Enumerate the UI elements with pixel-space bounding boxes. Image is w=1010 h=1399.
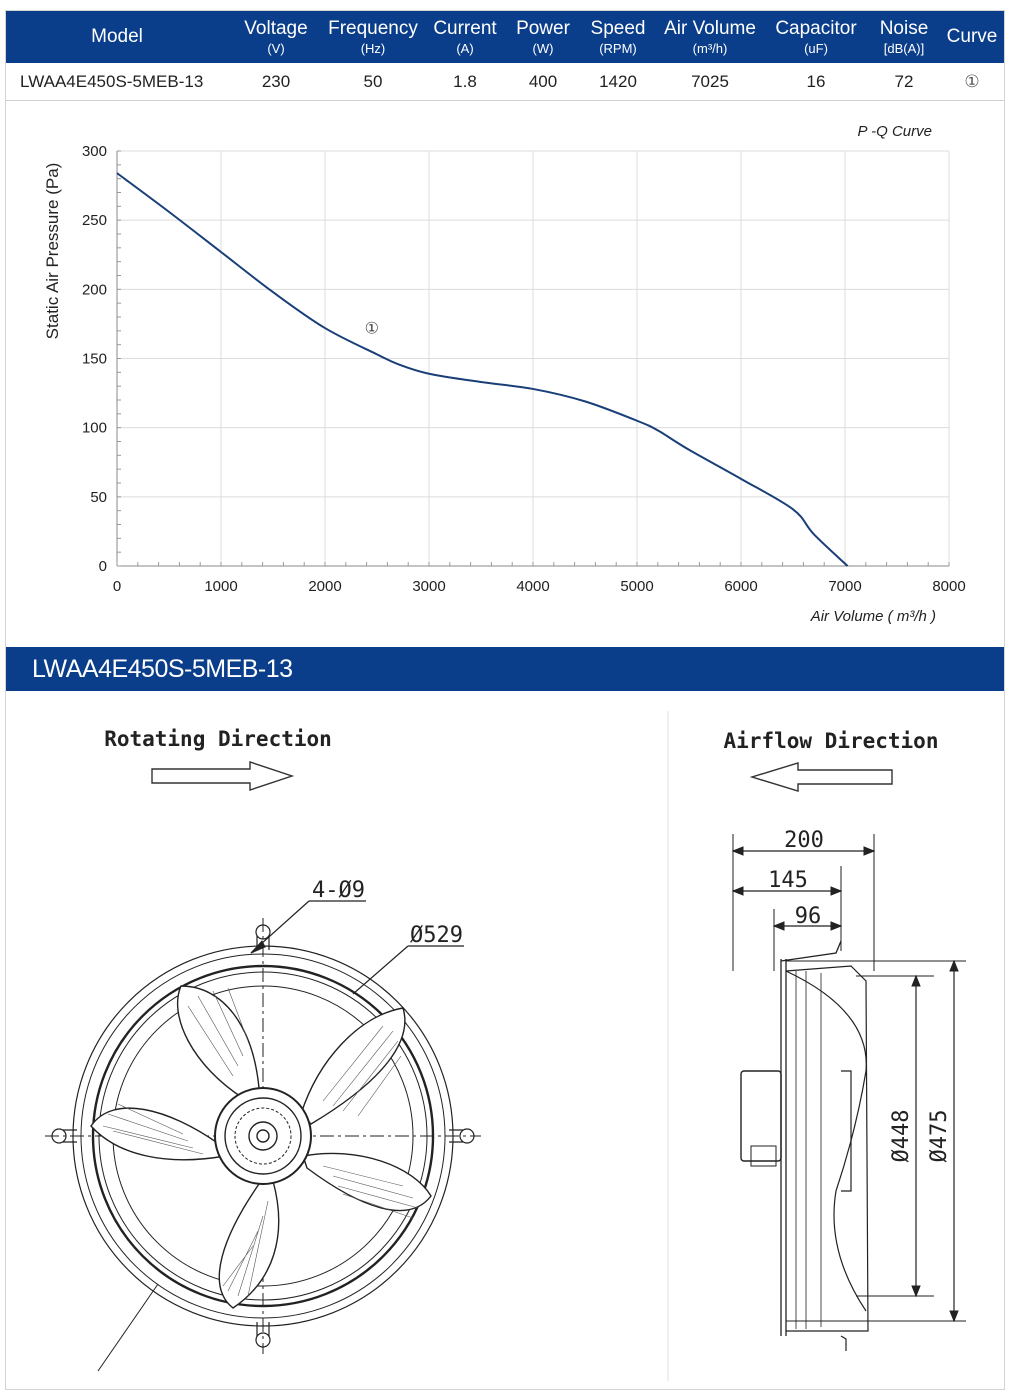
cell-current: 1.8 (453, 72, 477, 91)
x-tick-label: 8000 (932, 578, 966, 595)
x-axis-label: Air Volume ( m³/h ) (810, 608, 936, 625)
dim-200: 200 (784, 828, 824, 853)
header-voltage (228, 11, 324, 63)
technical-drawing (6, 691, 1005, 1390)
cell-power: 400 (528, 72, 558, 91)
outer-diameter-dimension: Ø529 (410, 923, 463, 948)
header-model-label: Model (91, 26, 143, 47)
spec-table-header (6, 11, 1005, 63)
y-tick-labels (82, 143, 107, 575)
chart-grid (117, 151, 949, 566)
header-air-volume (658, 11, 762, 63)
dim-475: Ø475 (927, 1109, 952, 1163)
header-current-unit: (A) (456, 40, 474, 56)
y-tick-label: 150 (81, 350, 107, 368)
y-tick-label: 200 (81, 281, 107, 299)
header-capacitor-unit: (uF) (804, 40, 828, 56)
spec-table-row (6, 63, 1005, 101)
airflow-arrow-icon (752, 763, 892, 791)
header-frequency-label: Frequency (328, 17, 418, 39)
header-voltage-label: Voltage (244, 17, 308, 39)
header-model (6, 11, 228, 63)
header-speed-label: Speed (590, 17, 646, 39)
y-axis-label: Static Air Pressure (Pa) (43, 162, 62, 340)
header-speed-unit: (RPM) (599, 40, 637, 56)
cell-frequency: 50 (363, 72, 383, 91)
header-power-unit: (W) (532, 40, 554, 56)
header-noise (870, 11, 938, 63)
x-tick-label: 5000 (620, 578, 654, 595)
x-tick-label: 3000 (412, 578, 446, 595)
curve-marker-label: ① (364, 320, 379, 338)
series-line (117, 173, 848, 566)
fan-side-view (733, 834, 966, 1351)
chart-title: P -Q Curve (857, 123, 932, 140)
cell-curve: ① (964, 72, 980, 91)
holes-dimension: 4-Ø9 (312, 878, 365, 903)
header-curve-label: Curve (946, 26, 998, 47)
y-tick-label: 0 (98, 558, 107, 575)
airflow-direction-label: Airflow Direction (723, 729, 939, 753)
fan-front-view (45, 918, 481, 1371)
header-air-volume-unit: (m³/h) (692, 40, 728, 56)
y-tick-label: 250 (81, 212, 107, 230)
cell-noise: 72 (894, 72, 914, 91)
pq-chart (6, 101, 1005, 641)
header-speed (578, 11, 658, 63)
datasheet (5, 10, 1005, 1390)
header-capacitor-label: Capacitor (775, 17, 857, 39)
dim-448: Ø448 (889, 1109, 914, 1163)
y-tick-label: 300 (81, 143, 107, 160)
model-section-bar: LWAA4E450S-5MEB-13 (6, 647, 1005, 691)
x-tick-label: 2000 (308, 578, 342, 595)
header-capacitor (762, 11, 870, 63)
rotating-arrow-icon (152, 762, 292, 790)
x-tick-label: 6000 (724, 578, 758, 595)
dim-145: 145 (768, 868, 808, 893)
x-tick-label: 7000 (828, 578, 862, 595)
cell-air-volume: 7025 (691, 72, 729, 91)
header-current (422, 11, 508, 63)
header-air-volume-label: Air Volume (664, 17, 756, 39)
header-noise-label: Noise (879, 17, 929, 39)
diameter-callout (353, 946, 464, 994)
header-current-label: Current (433, 17, 497, 39)
header-power-label: Power (516, 17, 570, 39)
x-tick-label: 1000 (204, 578, 238, 595)
rotating-direction-label: Rotating Direction (104, 727, 332, 751)
header-voltage-unit: (V) (267, 40, 285, 56)
header-frequency-unit: (Hz) (360, 40, 386, 56)
header-power (508, 11, 578, 63)
cell-voltage: 230 (261, 72, 291, 91)
cell-model: LWAA4E450S-5MEB-13 (20, 72, 204, 91)
y-tick-label: 50 (90, 488, 107, 506)
x-tick-labels (113, 578, 966, 595)
cell-capacitor: 16 (806, 72, 826, 91)
header-curve (938, 11, 1005, 63)
x-tick-label: 4000 (516, 578, 550, 595)
dim-96: 96 (794, 904, 822, 929)
header-noise-unit: [dB(A)] (883, 40, 925, 56)
x-tick-label: 0 (112, 578, 122, 595)
y-tick-label: 100 (81, 419, 107, 437)
header-frequency (324, 11, 422, 63)
cell-speed: 1420 (599, 72, 637, 91)
